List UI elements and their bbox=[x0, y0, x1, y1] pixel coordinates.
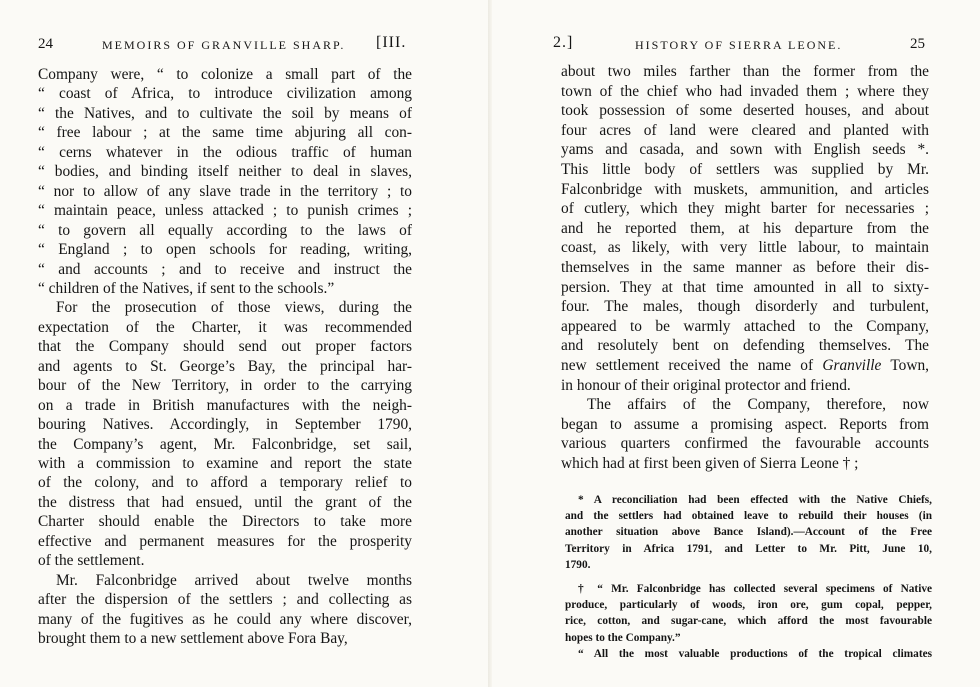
body-line: the Company’s agent, Mr. Falconbridge, set sail, bbox=[38, 435, 412, 453]
body-line: “ England ; to open schools for reading, writing, bbox=[38, 241, 412, 259]
body-line: four. The males, though disorderly and turbulent, bbox=[561, 298, 929, 316]
body-line: “ and accounts ; and to receive and instruct the bbox=[38, 260, 412, 278]
body-line: after the dispersion of the settlers ; and collecting as bbox=[38, 591, 412, 609]
body-line: Mr. Falconbridge arrived about twelve months bbox=[56, 571, 412, 589]
body-line: about two miles farther than the former from the bbox=[561, 63, 929, 80]
body-line: began to assume a promising aspect. Reports from bbox=[561, 415, 929, 433]
footnote-line: * A reconciliation had been effected with the Native Chiefs, bbox=[578, 494, 932, 506]
body-line: brought them to a new settlement above Fora Bay, bbox=[38, 630, 348, 648]
body-line: “ free labour ; at the same time abjuring all con- bbox=[38, 124, 412, 142]
footnote-line: and the settlers had obtained leave to rebuild their houses (in bbox=[565, 510, 932, 523]
body-line: and agents to St. George’s Bay, the principal har- bbox=[38, 357, 412, 375]
body-line: themselves in the same manner as before their dis- bbox=[561, 259, 929, 276]
body-line: new settlement received the name of Granville Town, bbox=[561, 357, 929, 374]
body-line: “ the Natives, and to cultivate the soil by means of bbox=[38, 104, 412, 122]
footnote-line: † “ Mr. Falconbridge has collected several specimens of Native bbox=[578, 583, 932, 595]
body-line: various quarters confirmed the favourable accounts bbox=[561, 435, 929, 453]
body-line: “ children of the Natives, if sent to the schools.” bbox=[38, 279, 335, 297]
footnote-line: rice, cotton, and sugar-cane, which afford the most favourable bbox=[565, 615, 932, 628]
body-line: and he reported them, at his departure from the bbox=[561, 219, 929, 237]
body-line: bour of the New Territory, in order to the carrying bbox=[38, 377, 412, 395]
body-line: took possession of some deserted houses, and about bbox=[561, 102, 929, 120]
body-line: coast, as likely, with very little labour, to maintain bbox=[561, 239, 929, 257]
body-line: Falconbridge with muskets, ammunition, and articles bbox=[561, 180, 929, 198]
left-page-header bbox=[38, 36, 412, 56]
body-line: that the Company should send out proper factors bbox=[38, 338, 412, 356]
body-line: effective and permanent measures for the prosperity bbox=[38, 532, 412, 550]
body-line: in honour of their original protector and friend. bbox=[561, 376, 851, 394]
right-page bbox=[490, 0, 980, 687]
body-line: This little body of settlers was supplied by Mr. bbox=[561, 161, 929, 178]
footnote-line: produce, particularly of woods, iron ore, gum copal, pepper, bbox=[565, 599, 932, 612]
body-line: yams and casada, and sown with English seeds *. bbox=[561, 141, 929, 159]
body-line: appeared to be warmly attached to the Company, bbox=[561, 317, 929, 335]
body-line: which had at first been given of Sierra Leone † ; bbox=[561, 455, 859, 472]
body-line: many of the fugitives as he could any where discover, bbox=[38, 610, 412, 628]
body-line: on a trade in British manufactures with the neigh- bbox=[38, 396, 412, 414]
body-line: bouring Natives. Accordingly, in September 1790, bbox=[38, 416, 412, 434]
left-section-mark: [III. bbox=[376, 34, 407, 51]
body-line: “ to govern all equally according to the laws of bbox=[38, 221, 412, 239]
footnote-line: another situation above Bance Island).—Account of the Free bbox=[565, 526, 932, 539]
body-line: The affairs of the Company, therefore, now bbox=[587, 396, 929, 414]
footnote-line: Territory in Africa 1791, and Letter to Mr. Pitt, June 10, bbox=[565, 542, 932, 555]
right-page-header bbox=[553, 36, 929, 56]
body-line: “ maintain peace, unless attacked ; to punish crimes ; bbox=[38, 202, 412, 220]
body-line: of the settlement. bbox=[38, 552, 145, 570]
body-line: For the prosecution of those views, during the bbox=[56, 299, 412, 317]
body-line: “ cerns whatever in the odious traffic of human bbox=[38, 143, 412, 161]
right-section-mark: 2.] bbox=[553, 34, 574, 51]
body-line: four acres of land were cleared and planted with bbox=[561, 121, 929, 139]
footnote-line: hopes to the Company.” bbox=[565, 631, 681, 644]
body-line: Charter should enable the Directors to take more bbox=[38, 513, 412, 531]
body-line: “ nor to allow of any slave trade in the territory ; to bbox=[38, 182, 412, 200]
left-page-number: 24 bbox=[38, 36, 53, 52]
right-page-number: 25 bbox=[910, 36, 925, 52]
body-line: persion. They at that time amounted in all to sixty- bbox=[561, 278, 929, 296]
right-running-head: HISTORY OF SIERRA LEONE. bbox=[635, 38, 843, 52]
body-line: Company were, “ to colonize a small part of the bbox=[38, 66, 412, 83]
body-line: of cutlery, which they might barter for necessaries ; bbox=[561, 200, 929, 218]
body-line: expectation of the Charter, it was recommended bbox=[38, 318, 412, 336]
body-line: town of the chief who had invaded them ; where they bbox=[561, 82, 929, 100]
footnote-line: 1790. bbox=[565, 558, 591, 571]
body-line: “ bodies, and binding itself neither to deal in slaves, bbox=[38, 163, 412, 181]
body-line: the distress that had ensued, until the grant of the bbox=[38, 493, 412, 511]
body-line: of the colony, and to afford a temporary relief to bbox=[38, 474, 412, 492]
left-running-head: MEMOIRS OF GRANVILLE SHARP. bbox=[102, 38, 346, 52]
body-line: with a commission to examine and report the state bbox=[38, 455, 412, 472]
footnote-line: “ All the most valuable productions of the tropical climates bbox=[578, 647, 932, 660]
body-line: and resolutely bent on defending themselves. The bbox=[561, 337, 929, 355]
body-line: “ coast of Africa, to introduce civilization among bbox=[38, 85, 412, 103]
